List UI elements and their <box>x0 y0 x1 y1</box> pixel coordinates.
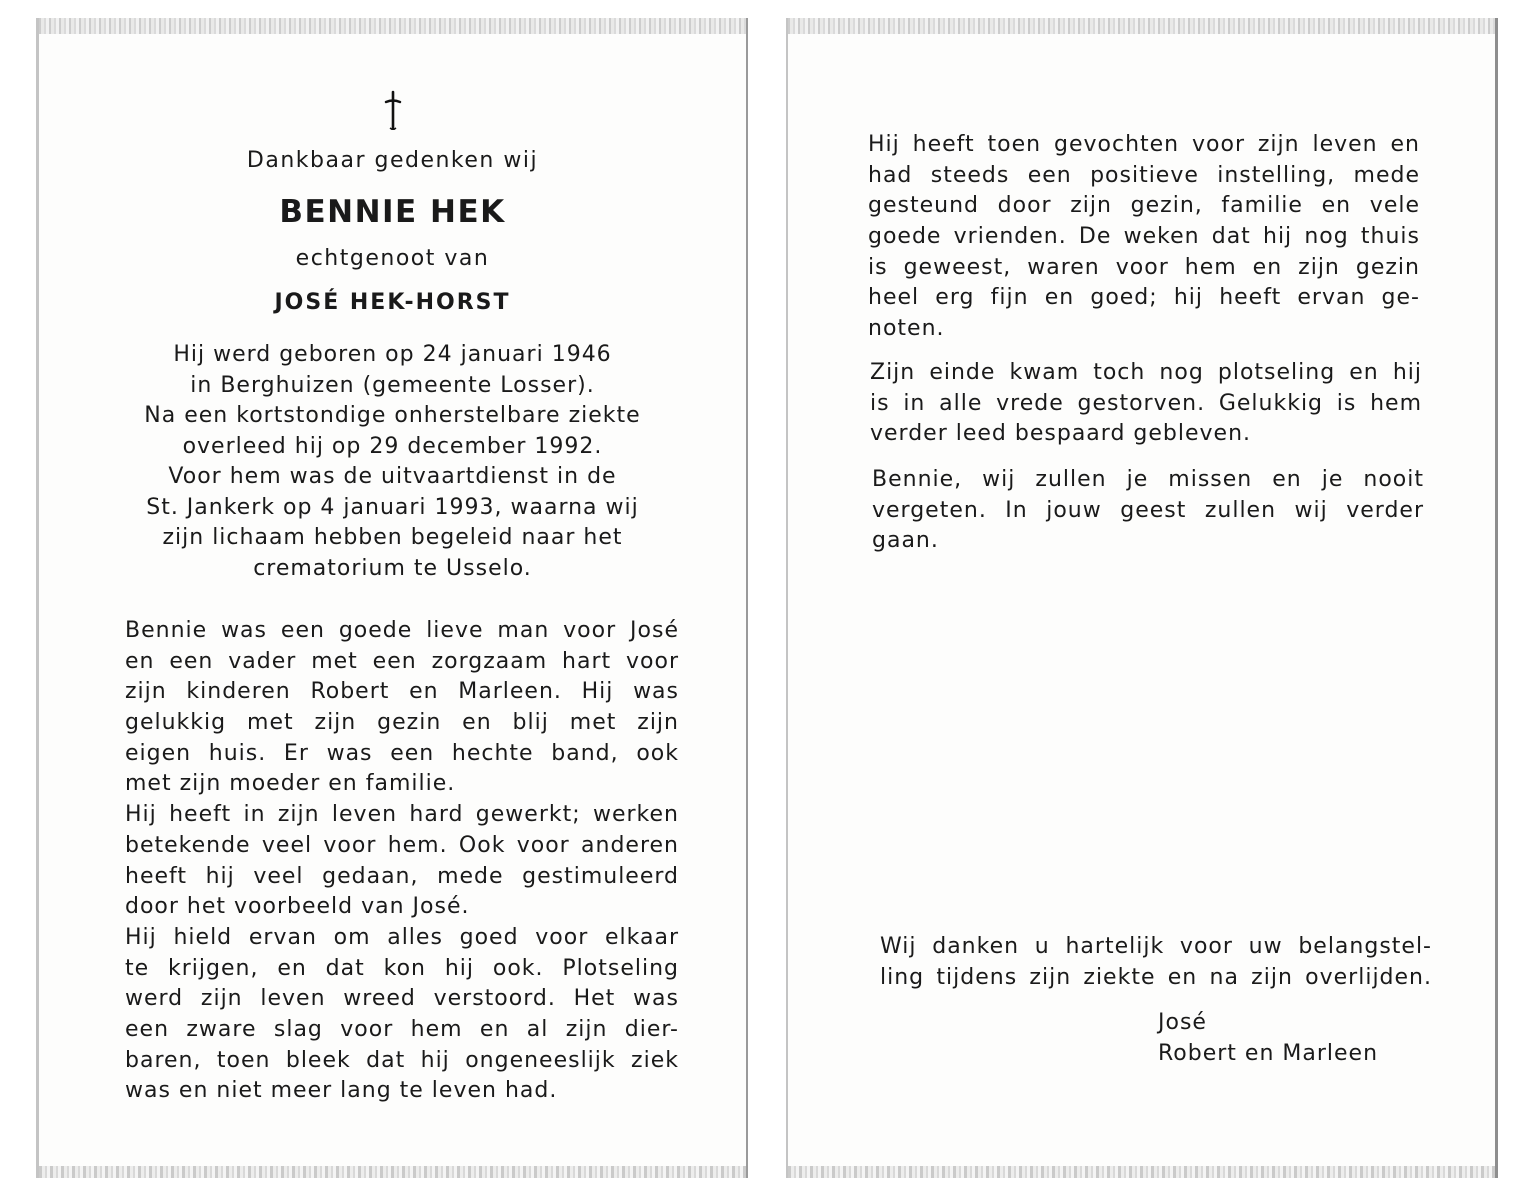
deceased-name: BENNIE HEK <box>279 194 506 230</box>
text-line: Hij heeft toen gevochten voor zijn leven en <box>868 132 1420 157</box>
text-line: gaan. <box>872 528 939 554</box>
text-line: ling tijdens zijn ziekte en na zijn overlijden. <box>880 964 1432 990</box>
text-line: goede vrienden. De weken dat hij nog thuis <box>868 224 1420 250</box>
text-line: een zware slag voor hem en al zijn dier- <box>125 1016 679 1042</box>
memorial-text <box>125 616 679 1107</box>
paragraph-struggle <box>868 130 1420 345</box>
signature-line: José <box>1158 1010 1207 1035</box>
text-line: zijn kinderen Robert en Marleen. Hij was <box>125 679 679 705</box>
text-line: noten. <box>868 316 945 342</box>
intro-line: Na een kortstondige onherstelbare ziekte <box>144 403 641 428</box>
paragraph-passing <box>870 358 1422 450</box>
text-line: te krijgen, en dat kon hij ook. Plotseling <box>125 955 679 981</box>
intro-line: Voor hem was de uitvaartdienst in de <box>168 464 617 489</box>
text-line: had steeds een positieve instelling, mede <box>868 162 1420 188</box>
relation-line: echtgenoot van <box>295 246 490 271</box>
text-line: Hij heeft in zijn leven hard gewerkt; werken <box>125 802 679 828</box>
left-card-page <box>36 18 748 1178</box>
spouse-name: JOSÉ HEK-HORST <box>274 290 511 315</box>
signature-line: Robert en Marleen <box>1158 1040 1379 1066</box>
thank-you-note <box>880 932 1432 993</box>
text-line: gelukkig met zijn gezin en blij met zijn <box>125 710 679 736</box>
text-line: vergeten. In jouw geest zullen wij verder <box>872 497 1424 523</box>
text-line: door het voorbeeld van José. <box>125 894 470 920</box>
intro-line: crematorium te Usselo. <box>253 555 532 581</box>
text-line: betekende veel voor hem. Ook voor anderen <box>125 832 679 858</box>
cross-icon <box>383 90 403 130</box>
text-line: heel erg fijn en goed; hij heeft ervan ge- <box>868 285 1420 311</box>
text-line: Zijn einde kwam toch nog plotseling en hij <box>870 360 1422 385</box>
right-card-page <box>786 18 1498 1178</box>
text-line: Bennie was een goede lieve man voor José <box>125 618 679 643</box>
text-line: werd zijn leven wreed verstoord. Het was <box>125 986 679 1012</box>
intro-line: zijn lichaam hebben begeleid naar het <box>162 525 623 550</box>
text-line: en een vader met een zorgzaam hart voor <box>125 648 679 674</box>
intro-line: overleed hij op 29 december 1992. <box>182 433 603 459</box>
text-line: met zijn moeder en familie. <box>125 771 456 797</box>
opening-line: Dankbaar gedenken wij <box>246 148 539 173</box>
intro-line: in Berghuizen (gemeente Losser). <box>190 372 595 398</box>
text-line: verder leed bespaard gebleven. <box>870 421 1252 447</box>
text-line: Bennie, wij zullen je missen en je nooit <box>872 467 1424 492</box>
text-line: Hij hield ervan om alles goed voor elkaar <box>125 924 679 950</box>
text-line: baren, toen bleek dat hij ongeneeslijk ziek <box>125 1047 679 1073</box>
text-line: Wij danken u hartelijk voor uw belangstel- <box>880 934 1432 959</box>
text-line: eigen huis. Er was een hechte band, ook <box>125 740 679 766</box>
intro-line: Hij werd geboren op 24 januari 1946 <box>173 342 612 367</box>
paragraph-farewell <box>872 465 1424 557</box>
text-line: is geweest, waren voor hem en zijn gezin <box>868 254 1420 280</box>
text-line: was en niet meer lang te leven had. <box>125 1078 558 1104</box>
intro-line: St. Jankerk op 4 januari 1993, waarna wij <box>146 494 639 520</box>
family-signature <box>1158 1008 1378 1069</box>
text-line: is in alle vrede gestorven. Gelukkig is hem <box>870 390 1422 416</box>
life-dates-paragraph <box>119 340 666 584</box>
text-line: gesteund door zijn gezin, familie en vele <box>868 193 1420 219</box>
text-line: heeft hij veel gedaan, mede gestimuleerd <box>125 863 679 889</box>
